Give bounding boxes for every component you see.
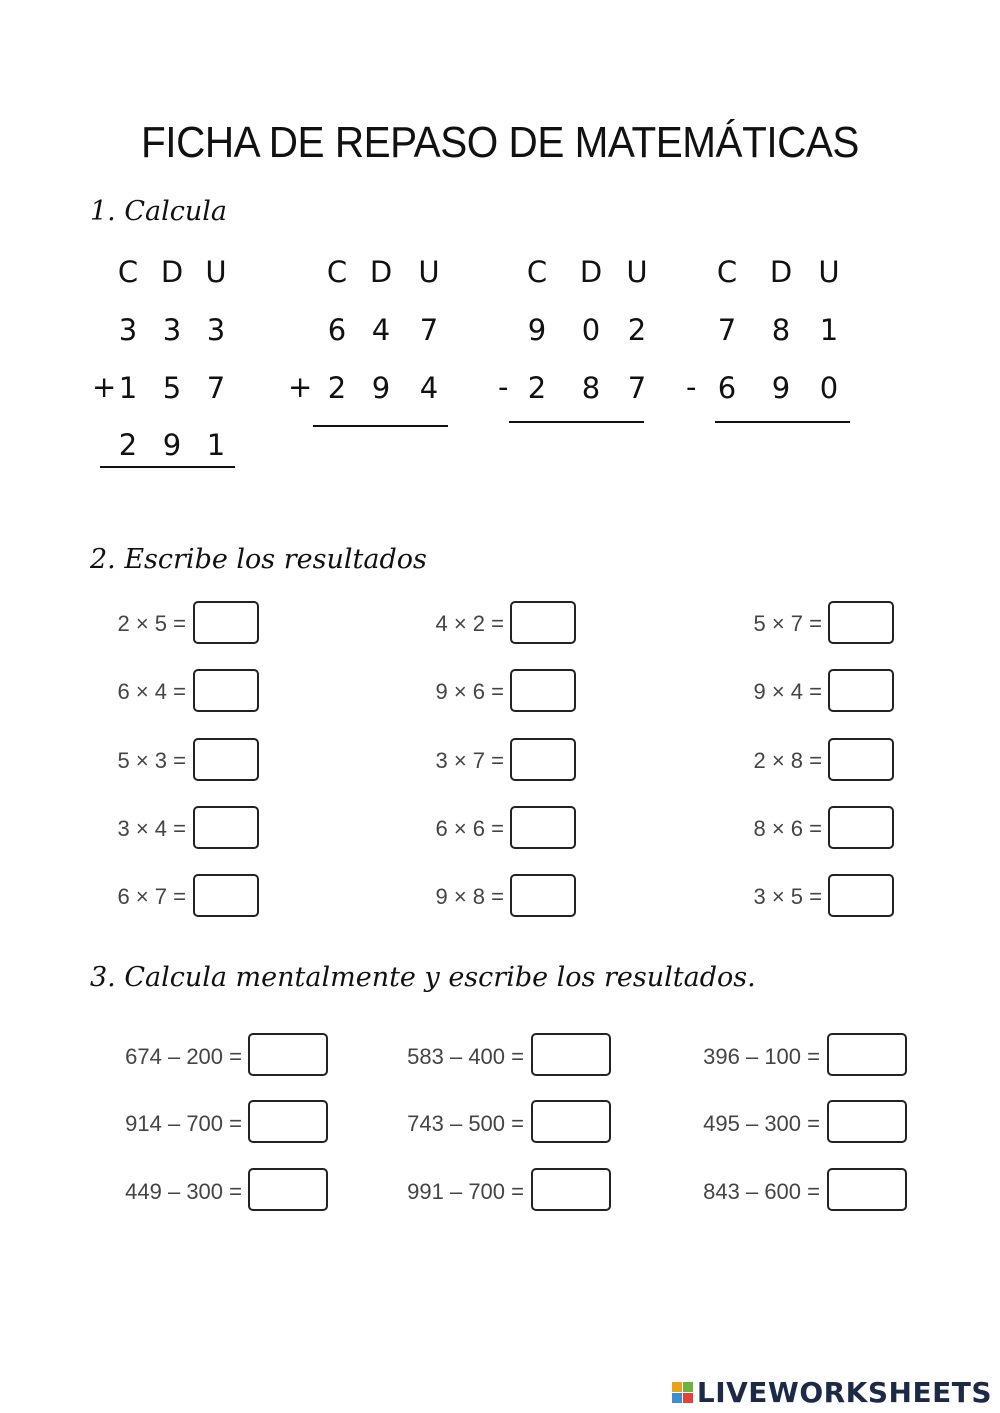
section-1-heading: 1. Calcula [90,196,227,227]
bottom-digit: 2 [327,371,347,405]
minus-sign: - [498,370,509,404]
top-digit: 8 [771,313,791,347]
bottom-digit: 9 [371,371,391,405]
multiplication-expression: 4 × 2 = [435,611,504,636]
top-digit: 1 [819,313,839,347]
answer-box[interactable] [531,1100,611,1143]
multiplication-expression: 6 × 4 = [117,679,186,704]
column-header: D [769,255,793,289]
answer-box[interactable] [510,669,576,712]
answer-box[interactable] [827,1033,907,1076]
column-header: U [418,255,440,289]
multiplication-expression: 3 × 4 = [117,816,186,841]
sum-line [313,425,448,427]
multiplication-expression: 2 × 8 = [753,748,822,773]
top-digit: 0 [581,313,601,347]
sum-line [509,421,644,423]
answer-box[interactable] [828,806,894,849]
subtraction-expression: 396 – 100 = [703,1044,820,1069]
bottom-digit: 7 [206,371,226,405]
top-digit: 2 [627,313,647,347]
column-header: C [326,255,348,289]
answer-box[interactable] [193,669,259,712]
multiplication-expression: 9 × 4 = [753,679,822,704]
liveworksheets-logo [672,1376,992,1409]
column-header: C [117,255,139,289]
top-digit: 9 [527,313,547,347]
answer-box[interactable] [193,806,259,849]
answer-box[interactable] [193,738,259,781]
top-digit: 7 [717,313,737,347]
subtraction-expression: 674 – 200 = [125,1044,242,1069]
answer-box[interactable] [531,1033,611,1076]
multiplication-expression: 3 × 5 = [753,884,822,909]
subtraction-expression: 583 – 400 = [407,1044,524,1069]
bottom-digit: 6 [717,371,737,405]
answer-box[interactable] [193,601,259,644]
answer-box[interactable] [827,1100,907,1143]
answer-box[interactable] [248,1033,328,1076]
subtraction-expression: 449 – 300 = [125,1179,242,1204]
subtraction-expression: 843 – 600 = [703,1179,820,1204]
bottom-digit: 7 [627,371,647,405]
subtraction-expression: 743 – 500 = [407,1111,524,1136]
sum-line [715,421,850,423]
top-digit: 3 [118,313,138,347]
column-header: U [818,255,840,289]
multiplication-expression: 3 × 7 = [435,748,504,773]
bottom-digit: 9 [771,371,791,405]
multiplication-expression: 2 × 5 = [117,611,186,636]
top-digit: 3 [206,313,226,347]
column-header: U [205,255,227,289]
multiplication-expression: 8 × 6 = [753,816,822,841]
answer-box[interactable] [510,806,576,849]
page-title: FICHA DE REPASO DE MATEMÁTICAS [141,118,859,167]
answer-box[interactable] [510,738,576,781]
minus-sign: - [686,370,697,404]
sum-line [100,466,235,468]
top-digit: 4 [371,313,391,347]
answer-box[interactable] [193,874,259,917]
bottom-digit: 0 [819,371,839,405]
multiplication-expression: 9 × 8 = [435,884,504,909]
bottom-digit: 2 [527,371,547,405]
top-digit: 7 [419,313,439,347]
subtraction-expression: 991 – 700 = [407,1179,524,1204]
bottom-digit: 8 [581,371,601,405]
answer-box[interactable] [248,1168,328,1211]
column-header: D [579,255,603,289]
column-header: D [369,255,393,289]
top-digit: 3 [162,313,182,347]
column-header: U [626,255,648,289]
multiplication-expression: 6 × 7 = [117,884,186,909]
answer-box[interactable] [828,601,894,644]
plus-sign: + [288,370,313,404]
answer-box[interactable] [510,874,576,917]
bottom-digit: 5 [162,371,182,405]
answer-box[interactable] [828,874,894,917]
top-digit: 6 [327,313,347,347]
multiplication-expression: 5 × 3 = [117,748,186,773]
answer-box[interactable] [510,601,576,644]
answer-box[interactable] [827,1168,907,1211]
brand-text: LIVEWORKSHEETS [696,1376,992,1409]
multiplication-expression: 9 × 6 = [435,679,504,704]
bottom-digit: 4 [419,371,439,405]
subtraction-expression: 495 – 300 = [703,1111,820,1136]
logo-mark-icon [672,1382,693,1403]
section-3-heading: 3. Calcula mentalmente y escribe los resultados. [90,962,756,993]
column-header: D [160,255,184,289]
result-digit: 1 [206,428,226,462]
answer-box[interactable] [828,669,894,712]
column-header: C [716,255,738,289]
answer-box[interactable] [828,738,894,781]
answer-box[interactable] [531,1168,611,1211]
section-2-heading: 2. Escribe los resultados [90,544,427,575]
result-digit: 2 [118,428,138,462]
multiplication-expression: 6 × 6 = [435,816,504,841]
multiplication-expression: 5 × 7 = [753,611,822,636]
answer-box[interactable] [248,1100,328,1143]
column-header: C [526,255,548,289]
bottom-digit: 1 [118,371,138,405]
plus-sign: + [92,370,117,404]
subtraction-expression: 914 – 700 = [125,1111,242,1136]
result-digit: 9 [162,428,182,462]
